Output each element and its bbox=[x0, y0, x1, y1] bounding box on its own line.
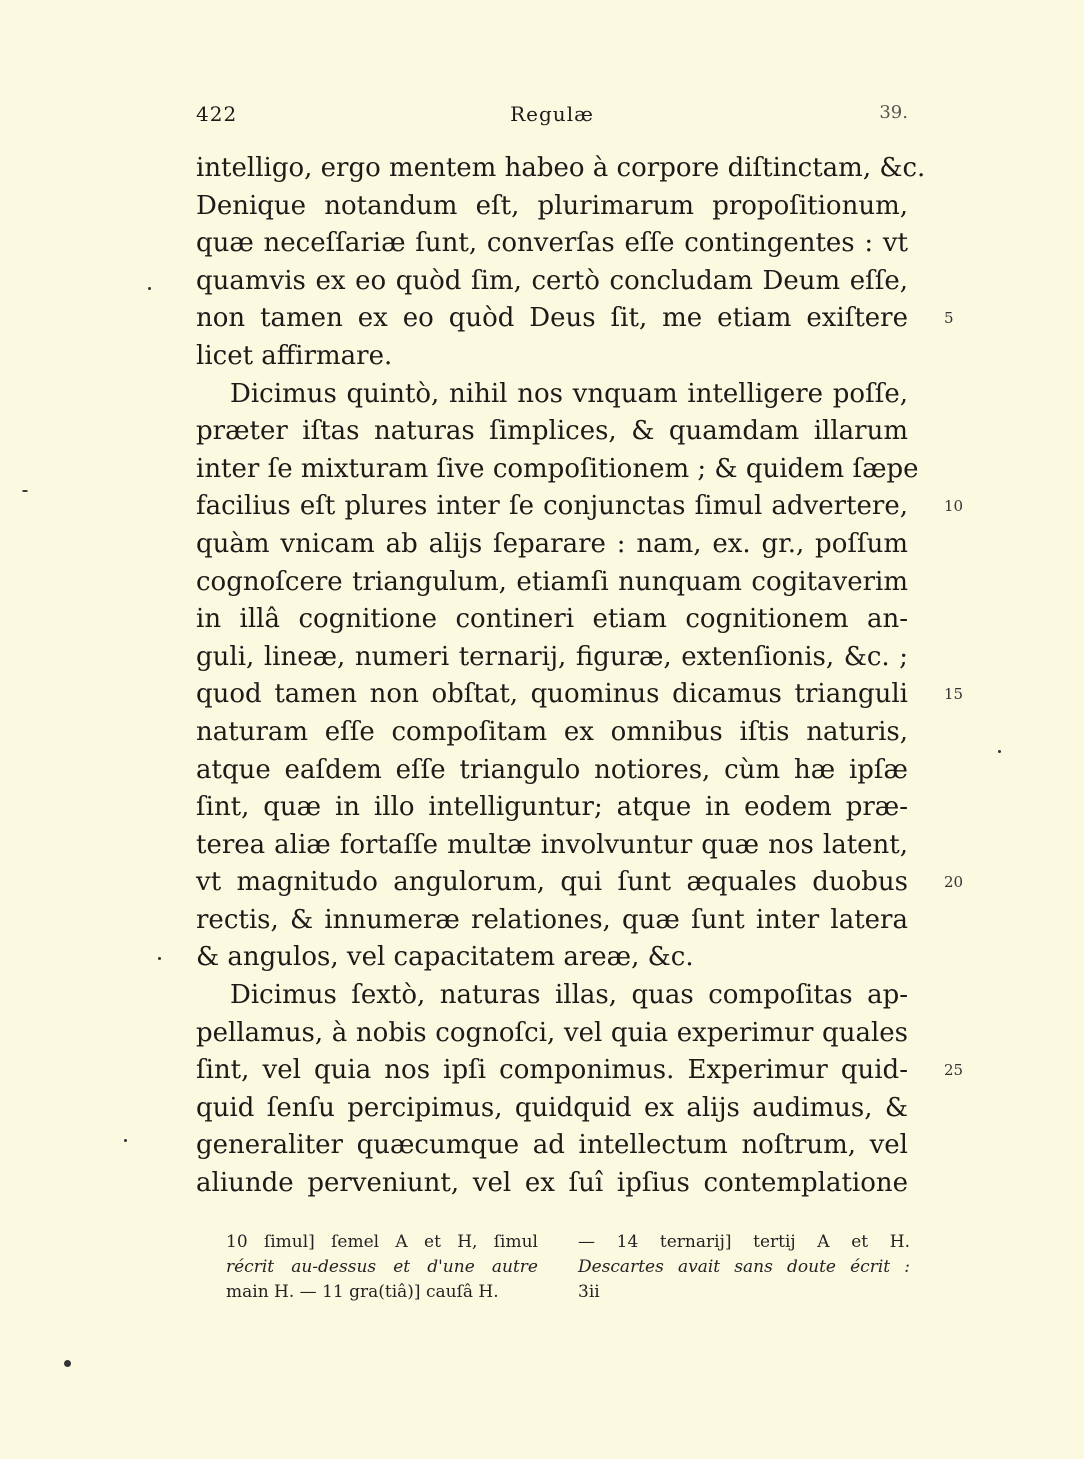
text-line: generaliter quæcumque ad intellectum noſtrum, vel bbox=[196, 1130, 908, 1161]
section-mark: 39. bbox=[879, 102, 908, 123]
page-number: 422 bbox=[196, 102, 238, 126]
text-line: inter ſe mixturam ſive compoſitionem ; & quidem ſæpe bbox=[196, 453, 919, 484]
footnote-line: 3ii bbox=[578, 1282, 600, 1302]
text-line: licet affirmare. bbox=[196, 340, 393, 371]
footnote-line: Descartes avait sans doute écrit : bbox=[578, 1257, 910, 1277]
text-line: rectis, & innumeræ relationes, quæ ſunt inter latera bbox=[196, 904, 908, 935]
running-title: Regulæ bbox=[510, 102, 594, 126]
text-line: Denique notandum eſt, plurimarum propoſitionum, bbox=[196, 190, 908, 221]
text-line: in illâ cognitione contineri etiam cognitionem an- bbox=[196, 604, 908, 635]
footnote-line: 10 ſimul] ſemel A et H, ſimul bbox=[226, 1232, 538, 1252]
footnote-line: — 14 ternarij] tertij A et H. bbox=[578, 1232, 910, 1252]
text-line: cognoſcere triangulum, etiamſi nunquam cogitaverim bbox=[196, 566, 908, 597]
text-line: vt magnitudo angulorum, qui ſunt æquales duobus bbox=[196, 867, 908, 898]
text-line: intelligo, ergo mentem habeo à corpore diſtinctam, &c. bbox=[196, 153, 926, 183]
text-line: ſint, vel quia nos ipſi componimus. Experimur quid- bbox=[196, 1055, 908, 1086]
footnote-column-left bbox=[226, 1230, 538, 1305]
line-number: 10 bbox=[944, 497, 964, 515]
line-number: 20 bbox=[944, 873, 964, 891]
text-line: ſint, quæ in illo intelliguntur; atque in eodem præ- bbox=[196, 792, 908, 823]
line-number: 15 bbox=[944, 685, 964, 703]
text-line: præter iſtas naturas ſimplices, & quamdam illarum bbox=[196, 416, 908, 447]
text-line: non tamen ex eo quòd Deus ſit, me etiam exiſtere bbox=[196, 303, 908, 334]
ink-speck bbox=[998, 750, 1001, 753]
text-line: quid ſenſu percipimus, quidquid ex alijs audimus, & bbox=[196, 1092, 908, 1123]
text-line: guli, lineæ, numeri ternarij, figuræ, extenſionis, &c. ; bbox=[196, 641, 908, 672]
ink-speck bbox=[124, 1139, 127, 1142]
text-line: terea aliæ fortaſſe multæ involvuntur quæ nos latent, bbox=[196, 829, 908, 860]
text-line: pellamus, à nobis cognoſci, vel quia experimur quales bbox=[196, 1017, 908, 1048]
footnote-line: récrit au-dessus et d'une autre bbox=[226, 1257, 538, 1277]
ink-speck bbox=[64, 1360, 71, 1367]
text-line: atque eaſdem eſſe triangulo notiores, cùm hæ ipſæ bbox=[196, 754, 908, 785]
ink-speck bbox=[22, 490, 28, 492]
text-line: quàm vnicam ab alijs ſeparare : nam, ex. gr., poſſum bbox=[196, 528, 908, 559]
text-line: quod tamen non obſtat, quominus dicamus trianguli bbox=[196, 679, 908, 710]
text-line: Dicimus ſextò, naturas illas, quas compoſitas ap- bbox=[230, 980, 908, 1011]
ink-speck bbox=[148, 287, 151, 290]
main-text bbox=[196, 150, 926, 1203]
text-line: & angulos, vel capacitatem areæ, &c. bbox=[196, 942, 694, 973]
text-line: aliunde perveniunt, vel ex ſuî ipſius contemplatione bbox=[196, 1168, 908, 1199]
text-line: quæ neceſſariæ ſunt, converſas eſſe contingentes : vt bbox=[196, 228, 908, 259]
line-number: 5 bbox=[944, 309, 954, 327]
footnote-column-right bbox=[578, 1230, 910, 1305]
text-line: quamvis ex eo quòd ſim, certò concludam Deum eſſe, bbox=[196, 265, 908, 296]
line-number: 25 bbox=[944, 1061, 964, 1079]
text-line: Dicimus quintò, nihil nos vnquam intelligere poſſe, bbox=[230, 378, 908, 409]
footnote-line: main H. — 11 gra(tiâ)] cauſâ H. bbox=[226, 1282, 499, 1302]
running-header bbox=[196, 102, 908, 132]
text-line: naturam eſſe compoſitam ex omnibus iſtis naturis, bbox=[196, 716, 908, 747]
text-line: facilius eſt plures inter ſe conjunctas ſimul advertere, bbox=[196, 491, 908, 522]
ink-speck bbox=[158, 957, 161, 960]
